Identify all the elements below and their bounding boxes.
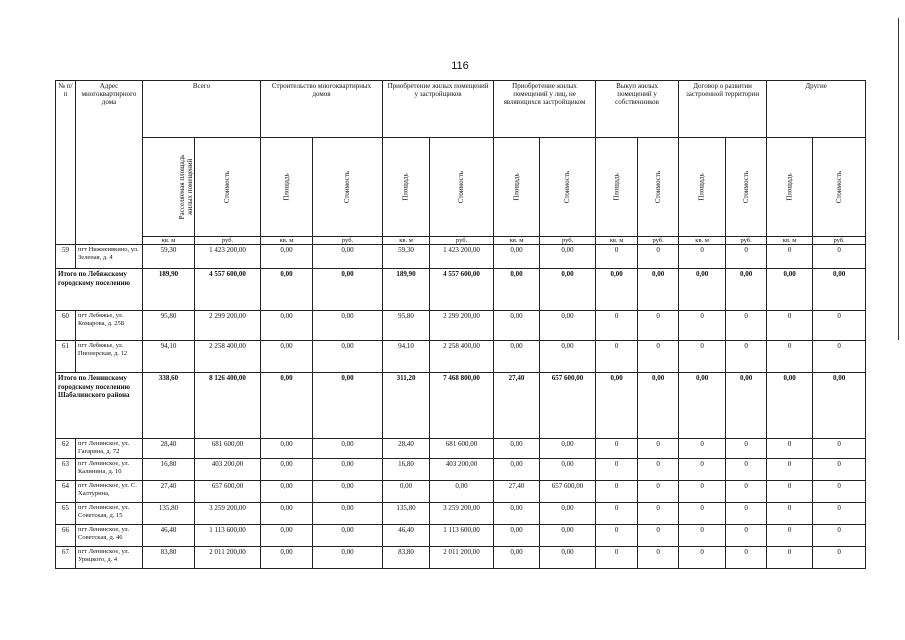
table-cell: 0 — [679, 525, 726, 547]
table-cell: 0 — [679, 547, 726, 569]
table-cell: 1 423 200,00 — [430, 245, 494, 269]
table-cell: 0,00 — [313, 269, 383, 311]
table-cell: 0,00 — [261, 311, 313, 341]
table-cell: 0 — [638, 311, 679, 341]
table-cell: 403 200,00 — [195, 459, 261, 481]
row-number: 63 — [56, 459, 76, 481]
row-number: 67 — [56, 547, 76, 569]
header-subcolumn — [313, 138, 383, 237]
header-unit: кв. м — [494, 237, 540, 245]
table-cell: 27,40 — [494, 373, 540, 439]
table-cell: 0,00 — [313, 341, 383, 373]
table-cell: 0 — [679, 459, 726, 481]
table-cell: 1 113 600,00 — [195, 525, 261, 547]
header-subcolumn-label: Стоимость — [223, 170, 232, 204]
table-row — [56, 439, 866, 459]
header-subcolumn-label: Расселяемая площадь жилых помещений — [178, 154, 194, 220]
table-cell: 1 113 600,00 — [430, 525, 494, 547]
table-cell: 0 — [679, 311, 726, 341]
table-cell: 2 258 400,00 — [195, 341, 261, 373]
header-group-construction: Строительство многоквартирных домов — [261, 81, 383, 138]
table-cell: 0,00 — [540, 341, 596, 373]
table-cell: 403 200,00 — [430, 459, 494, 481]
row-number: 62 — [56, 439, 76, 459]
table-cell: 0 — [726, 481, 767, 503]
table-cell: 0 — [638, 503, 679, 525]
header-subcolumn — [767, 138, 813, 237]
header-unit: руб. — [726, 237, 767, 245]
table-cell: 135,80 — [383, 503, 430, 525]
header-unit: руб. — [540, 237, 596, 245]
table-cell: 0,00 — [596, 269, 638, 311]
table-row — [56, 547, 866, 569]
table-cell: 0,00 — [540, 269, 596, 311]
subtotal-row — [56, 373, 866, 439]
table-cell: 0 — [767, 525, 813, 547]
subtotal-label: Итого по Лебяжскому городскому поселению — [56, 269, 143, 311]
table-cell: 16,80 — [383, 459, 430, 481]
table-cell: 0,00 — [494, 341, 540, 373]
page-number: 116 — [451, 60, 469, 72]
header-subcolumn — [430, 138, 494, 237]
table-body — [56, 245, 866, 569]
table-cell: 0 — [813, 341, 866, 373]
header-subcolumn — [813, 138, 866, 237]
table-cell: 0 — [596, 547, 638, 569]
table-cell: 0,00 — [261, 439, 313, 459]
header-unit: кв. м — [596, 237, 638, 245]
table-cell: 0,00 — [261, 269, 313, 311]
table-cell: 2 299 200,00 — [195, 311, 261, 341]
table-cell: 27,40 — [143, 481, 195, 503]
row-number: 66 — [56, 525, 76, 547]
table-cell: 0 — [638, 525, 679, 547]
header-subcolumn — [679, 138, 726, 237]
table-row — [56, 459, 866, 481]
table-cell: 2 011 200,00 — [195, 547, 261, 569]
header-group-other: Другие — [767, 81, 866, 138]
row-address: пгт Ленинское, ул. Урицкого, д. 4 — [76, 547, 143, 569]
table-cell: 0,00 — [494, 459, 540, 481]
header-unit: руб. — [430, 237, 494, 245]
table-cell: 0 — [767, 245, 813, 269]
header-subcolumn — [726, 138, 767, 237]
table-cell: 7 468 800,00 — [430, 373, 494, 439]
table-cell: 0 — [638, 439, 679, 459]
table-cell: 0,00 — [494, 525, 540, 547]
table-cell: 0,00 — [638, 269, 679, 311]
table-cell: 0,00 — [430, 481, 494, 503]
table-cell: 657 600,00 — [540, 373, 596, 439]
table-cell: 657 600,00 — [540, 481, 596, 503]
table-cell: 0 — [767, 481, 813, 503]
row-number: 61 — [56, 341, 76, 373]
table-cell: 0,00 — [726, 269, 767, 311]
header-subcolumn — [195, 138, 261, 237]
table-cell: 0,00 — [494, 547, 540, 569]
table-cell: 2 011 200,00 — [430, 547, 494, 569]
table-cell: 0 — [679, 503, 726, 525]
table-cell: 0,00 — [540, 459, 596, 481]
row-address: пгт Лебяжье, ул. Пионерская, д. 12 — [76, 341, 143, 373]
table-cell: 338,60 — [143, 373, 195, 439]
table-cell: 0,00 — [261, 547, 313, 569]
header-subcolumn-label: Стоимость — [457, 170, 466, 204]
table-cell: 657 600,00 — [195, 481, 261, 503]
table-cell: 0,00 — [313, 311, 383, 341]
table-cell: 0,00 — [540, 245, 596, 269]
header-subcolumn-label: Стоимость — [343, 170, 352, 204]
table-cell: 16,80 — [143, 459, 195, 481]
table-cell: 0 — [726, 547, 767, 569]
table-cell: 94,10 — [383, 341, 430, 373]
table-cell: 0,00 — [313, 481, 383, 503]
table-cell: 0,00 — [261, 373, 313, 439]
header-unit: руб. — [813, 237, 866, 245]
table-cell: 0 — [596, 503, 638, 525]
resettlement-table — [55, 80, 866, 569]
header-unit: кв. м — [767, 237, 813, 245]
table-cell: 59,30 — [383, 245, 430, 269]
header-subcolumn — [143, 138, 195, 237]
table-cell: 0,00 — [494, 503, 540, 525]
table-cell: 0 — [767, 311, 813, 341]
row-address: пгт Лебяжье, ул. Комарова, д. 25Б — [76, 311, 143, 341]
table-cell: 0 — [596, 439, 638, 459]
table-cell: 0 — [767, 341, 813, 373]
row-address: пгт Нижнеивкино, ул. Зеленая, д. 4 — [76, 245, 143, 269]
table-cell: 0 — [679, 245, 726, 269]
table-cell: 0,00 — [540, 547, 596, 569]
header-group-developer-purchase: Приобретение жилых помещений у застройщиков — [383, 81, 494, 138]
subtotal-row — [56, 269, 866, 311]
header-subcolumn — [540, 138, 596, 237]
table-cell: 95,80 — [143, 311, 195, 341]
header-unit: руб. — [313, 237, 383, 245]
table-cell: 0,00 — [261, 525, 313, 547]
table-cell: 681 600,00 — [195, 439, 261, 459]
table-cell: 0 — [679, 481, 726, 503]
table-cell: 0,00 — [540, 525, 596, 547]
subtotal-label: Итого по Ленинскому городскому поселению Шабалинского района — [56, 373, 143, 439]
table-cell: 83,80 — [143, 547, 195, 569]
table-cell: 0,00 — [313, 503, 383, 525]
table-cell: 0,00 — [494, 269, 540, 311]
table-cell: 0 — [638, 481, 679, 503]
table-row — [56, 503, 866, 525]
table-cell: 2 299 200,00 — [430, 311, 494, 341]
table-cell: 0 — [813, 547, 866, 569]
table-cell: 0,00 — [596, 373, 638, 439]
table-cell: 0 — [596, 525, 638, 547]
table-cell: 0,00 — [813, 269, 866, 311]
header-subcolumn-label: Площадь — [785, 173, 794, 201]
row-number: 64 — [56, 481, 76, 503]
table-cell: 0 — [813, 481, 866, 503]
table-cell: 0 — [767, 503, 813, 525]
header-unit: кв. м — [679, 237, 726, 245]
table-cell: 0 — [679, 439, 726, 459]
table-cell: 0 — [596, 481, 638, 503]
table-row — [56, 311, 866, 341]
table-cell: 0,00 — [767, 269, 813, 311]
table-cell: 4 557 600,00 — [195, 269, 261, 311]
table-cell: 0,00 — [313, 525, 383, 547]
table-cell: 0,00 — [540, 439, 596, 459]
table-cell: 4 557 600,00 — [430, 269, 494, 311]
header-group-total: Всего — [143, 81, 261, 138]
header-unit: руб. — [195, 237, 261, 245]
table-cell: 1 423 200,00 — [195, 245, 261, 269]
table-cell: 59,30 — [143, 245, 195, 269]
scan-edge-line — [898, 18, 899, 340]
table-cell: 0,00 — [313, 373, 383, 439]
row-address: пгт Ленинское, ул. Калинина, д. 10 — [76, 459, 143, 481]
table-cell: 189,90 — [143, 269, 195, 311]
table-cell: 0,00 — [767, 373, 813, 439]
table-cell: 8 126 400,00 — [195, 373, 261, 439]
header-address: Адрес многоквартирного дома — [76, 81, 143, 245]
header-group-territory-development: Договор о развитии застроенной территории — [679, 81, 767, 138]
table-cell: 0,00 — [313, 547, 383, 569]
header-subcolumn — [596, 138, 638, 237]
header-subcolumn-label: Стоимость — [835, 170, 844, 204]
table-cell: 0,00 — [313, 459, 383, 481]
table-cell: 3 259 200,00 — [195, 503, 261, 525]
table-cell: 0,00 — [679, 373, 726, 439]
table-cell: 0,00 — [813, 373, 866, 439]
table-cell: 0,00 — [383, 481, 430, 503]
table-cell: 0 — [767, 547, 813, 569]
header-row-units — [56, 237, 866, 245]
table-cell: 28,40 — [143, 439, 195, 459]
header-subcolumn-label: Площадь — [282, 173, 291, 201]
table-cell: 0 — [638, 547, 679, 569]
table-cell: 0 — [638, 245, 679, 269]
table-cell: 3 259 200,00 — [430, 503, 494, 525]
header-unit: кв. м — [383, 237, 430, 245]
table-cell: 681 600,00 — [430, 439, 494, 459]
table-cell: 0,00 — [679, 269, 726, 311]
table-cell: 0 — [813, 311, 866, 341]
table-cell: 0 — [596, 341, 638, 373]
table-cell: 0,00 — [638, 373, 679, 439]
table-row — [56, 525, 866, 547]
table-cell: 0,00 — [494, 245, 540, 269]
header-subcolumn-label: Стоимость — [654, 170, 663, 204]
table-cell: 0 — [726, 439, 767, 459]
table-row — [56, 341, 866, 373]
table-cell: 0 — [638, 459, 679, 481]
table-cell: 95,80 — [383, 311, 430, 341]
header-unit: кв. м — [261, 237, 313, 245]
header-subcolumn-label: Площадь — [698, 173, 707, 201]
table-cell: 0 — [596, 459, 638, 481]
table-cell: 0,00 — [261, 341, 313, 373]
table-row — [56, 245, 866, 269]
table-cell: 135,80 — [143, 503, 195, 525]
table-cell: 0,00 — [261, 245, 313, 269]
row-address: пгт Ленинское, ул. Советская, д. 46 — [76, 525, 143, 547]
table-cell: 0 — [596, 311, 638, 341]
table-cell: 0 — [767, 439, 813, 459]
header-subcolumn-label: Стоимость — [563, 170, 572, 204]
table-cell: 0,00 — [494, 439, 540, 459]
header-unit: кв. м — [143, 237, 195, 245]
table-row — [56, 481, 866, 503]
table-cell: 0 — [813, 459, 866, 481]
table-cell: 0 — [813, 245, 866, 269]
table-cell: 0 — [726, 503, 767, 525]
table-cell: 0,00 — [494, 311, 540, 341]
table-cell: 28,40 — [383, 439, 430, 459]
table-cell: 0 — [813, 439, 866, 459]
table-cell: 2 258 400,00 — [430, 341, 494, 373]
header-unit: руб. — [638, 237, 679, 245]
row-number: 60 — [56, 311, 76, 341]
header-subcolumn — [494, 138, 540, 237]
table-cell: 0 — [638, 341, 679, 373]
header-group-non-developer-purchase: Приобретение жилых помещений у лиц, не являющихся застройщиком — [494, 81, 596, 138]
table-cell: 0 — [813, 503, 866, 525]
table-cell: 0,00 — [261, 503, 313, 525]
table-cell: 0,00 — [313, 439, 383, 459]
table-cell: 0 — [726, 245, 767, 269]
table-cell: 0 — [726, 525, 767, 547]
row-number: 65 — [56, 503, 76, 525]
table-cell: 0 — [726, 459, 767, 481]
header-row-groups — [56, 81, 866, 138]
table-cell: 189,90 — [383, 269, 430, 311]
header-subcolumn-label: Площадь — [402, 173, 411, 201]
row-address: пгт Ленинское, ул. Гагарина, д. 72 — [76, 439, 143, 459]
row-address: пгт Ленинское, ул. Советская, д. 15 — [76, 503, 143, 525]
header-no: № п/п — [56, 81, 76, 245]
table-cell: 0 — [596, 245, 638, 269]
header-subcolumn — [383, 138, 430, 237]
table-cell: 0,00 — [726, 373, 767, 439]
row-address: пгт Ленинское, ул. С. Халтурина, — [76, 481, 143, 503]
header-subcolumn-label: Площадь — [612, 173, 621, 201]
table-cell: 0 — [679, 341, 726, 373]
table-cell: 0,00 — [540, 503, 596, 525]
header-subcolumn-label: Стоимость — [742, 170, 751, 204]
header-group-buyout: Выкуп жилых помещений у собственников — [596, 81, 679, 138]
table-cell: 83,80 — [383, 547, 430, 569]
table-cell: 0 — [726, 311, 767, 341]
table-cell: 0 — [767, 459, 813, 481]
table-cell: 0 — [813, 525, 866, 547]
table-cell: 0,00 — [313, 245, 383, 269]
table-cell: 0,00 — [261, 481, 313, 503]
table-cell: 311,20 — [383, 373, 430, 439]
table-cell: 0 — [726, 341, 767, 373]
table-cell: 46,40 — [143, 525, 195, 547]
table-cell: 0,00 — [261, 459, 313, 481]
table-cell: 46,40 — [383, 525, 430, 547]
resettlement-table-container — [55, 80, 865, 569]
table-cell: 94,10 — [143, 341, 195, 373]
row-number: 59 — [56, 245, 76, 269]
table-cell: 0,00 — [540, 311, 596, 341]
header-row-subcolumns — [56, 138, 866, 237]
header-subcolumn — [261, 138, 313, 237]
header-subcolumn — [638, 138, 679, 237]
table-cell: 27,40 — [494, 481, 540, 503]
header-subcolumn-label: Площадь — [512, 173, 521, 201]
